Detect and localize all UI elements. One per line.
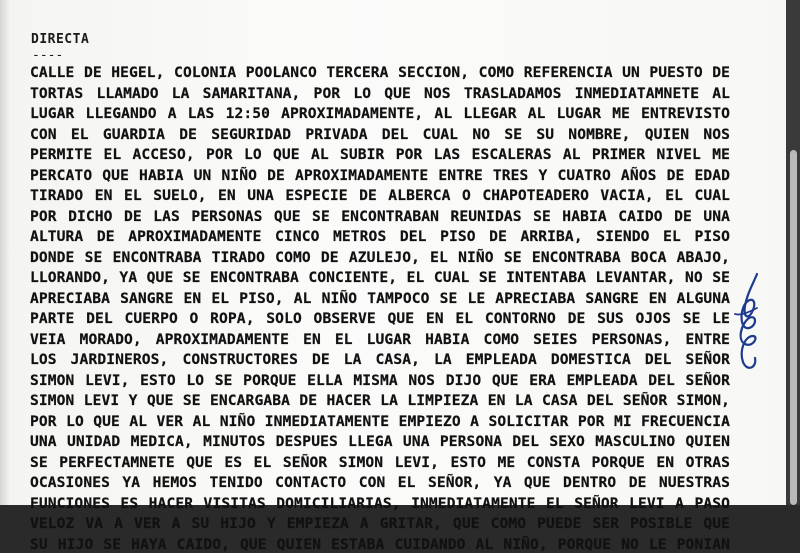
text-line: DONDE SE ENCONTRABA TIRADO COMO DE AZULEJO, EL NIÑO SE ENCONTRABA BOCA ABAJO, [30, 248, 730, 266]
text-line: SIMON LEVI Y QUE SE ENCARGABA DE HACER LA LIMPIEZA EN LA CASA DEL SEÑOR SIMON, [30, 392, 730, 409]
text-line: OCASIONES YA HEMOS TENIDO CONTACTO CON EL SEÑOR, YA QUE DENTRO DE NUESTRAS [30, 474, 730, 491]
text-line: PERCATO QUE HABIA UN NIÑO DE APROXIMADAMENTE ENTRE TRES Y CUATRO AÑOS DE EDAD [30, 166, 730, 184]
text-line: ALTURA DE APROXIMADAMENTE CINCO METROS DEL PISO DE ARRIBA, SIENDO EL PISO [30, 228, 730, 245]
text-line: SIMON LEVI, ESTO LO SE PORQUE ELLA MISMA NOS DIJO QUE ERA EMPLEADA DEL SEÑOR [30, 371, 730, 389]
text-line: TORTAS LLAMADO LA SAMARITANA, POR LO QUE NOS TRASLADAMOS INMEDIATAMNETE AL [30, 84, 730, 102]
text-line: SE PERFECTAMNETE QUE ES EL SEÑOR SIMON LEVI, ESTO ME CONSTA PORQUE EN OTRAS [30, 453, 730, 471]
text-line: TIRADO EN EL SUELO, EN UNA ESPECIE DE ALBERCA O CHAPOTEADERO VACIA, EL CUAL [30, 187, 730, 204]
text-line: CON EL GUARDIA DE SEGURIDAD PRIVADA DEL CUAL NO SE SU NOMBRE, QUIEN NOS [30, 125, 730, 143]
scrollbar[interactable] [790, 150, 797, 505]
text-line: APRECIABA SANGRE EN EL PISO, AL NIÑO TAMPOCO SE LE APRECIABA SANGRE EN ALGUNA [30, 289, 730, 307]
document-heading: DIRECTA [31, 32, 90, 47]
text-line: LLORANDO, YA QUE SE ENCONTRABA CONCIENTE, EL CUAL SE INTENTABA LEVANTAR, NO SE [30, 269, 730, 286]
text-line: PERMITE EL ACCESO, POR LO QUE AL SUBIR POR LAS ESCALERAS AL PRIMER NIVEL ME [30, 146, 730, 163]
text-line: VELOZ VA A VER A SU HIJO Y EMPIEZA A GRITAR, QUE COMO PUEDE SER POSIBLE QUE [30, 515, 730, 532]
text-line: SU HIJO SE HAYA CAIDO, QUE QUIEN ESTABA CUIDANDO AL NIÑO, PORQUE NO LE PONIAN [30, 535, 730, 553]
heading-dashes: ---- [32, 48, 64, 63]
text-line: FUNCIONES ES HACER VISITAS DOMICILIARIAS, INMEDIATAMENTE EL SEÑOR LEVI A PASO [30, 494, 730, 512]
text-line: CALLE DE HEGEL, COLONIA POOLANCO TERCERA SECCION, COMO REFERENCIA UN PUESTO DE [30, 64, 730, 81]
page-left-shadow [0, 0, 10, 505]
text-line: POR LO QUE AL VER AL NIÑO INMEDIATAMENTE EMPIEZO A SOLICITAR POR MI FRECUENCIA [30, 412, 730, 430]
text-line: LOS JARDINEROS, CONSTRUCTORES DE LA CASA, LA EMPLEADA DOMESTICA DEL SEÑOR [30, 351, 730, 368]
text-line: PARTE DEL CUERPO O ROPA, SOLO OBSERVE QUE EN EL CONTORNO DE SUS OJOS SE LE [30, 310, 730, 327]
text-line: UNA UNIDAD MEDICA, MINUTOS DESPUES LLEGA UNA PERSONA DEL SEXO MASCULINO QUIEN [30, 433, 730, 450]
handwritten-signature [727, 270, 769, 378]
text-line: VEIA MORADO, APROXIMADAMENTE EN EL LUGAR HABIA COMO SEIES PERSONAS, ENTRE [30, 330, 730, 348]
text-line: POR DICHO DE LAS PERSONAS QUE SE ENCONTRABAN REUNIDAS SE HABIA CAIDO DE UNA [30, 207, 730, 225]
text-line: LUGAR LLEGANDO A LAS 12:50 APROXIMADAMENTE, AL LLEGAR AL LUGAR ME ENTREVISTO [30, 105, 730, 122]
